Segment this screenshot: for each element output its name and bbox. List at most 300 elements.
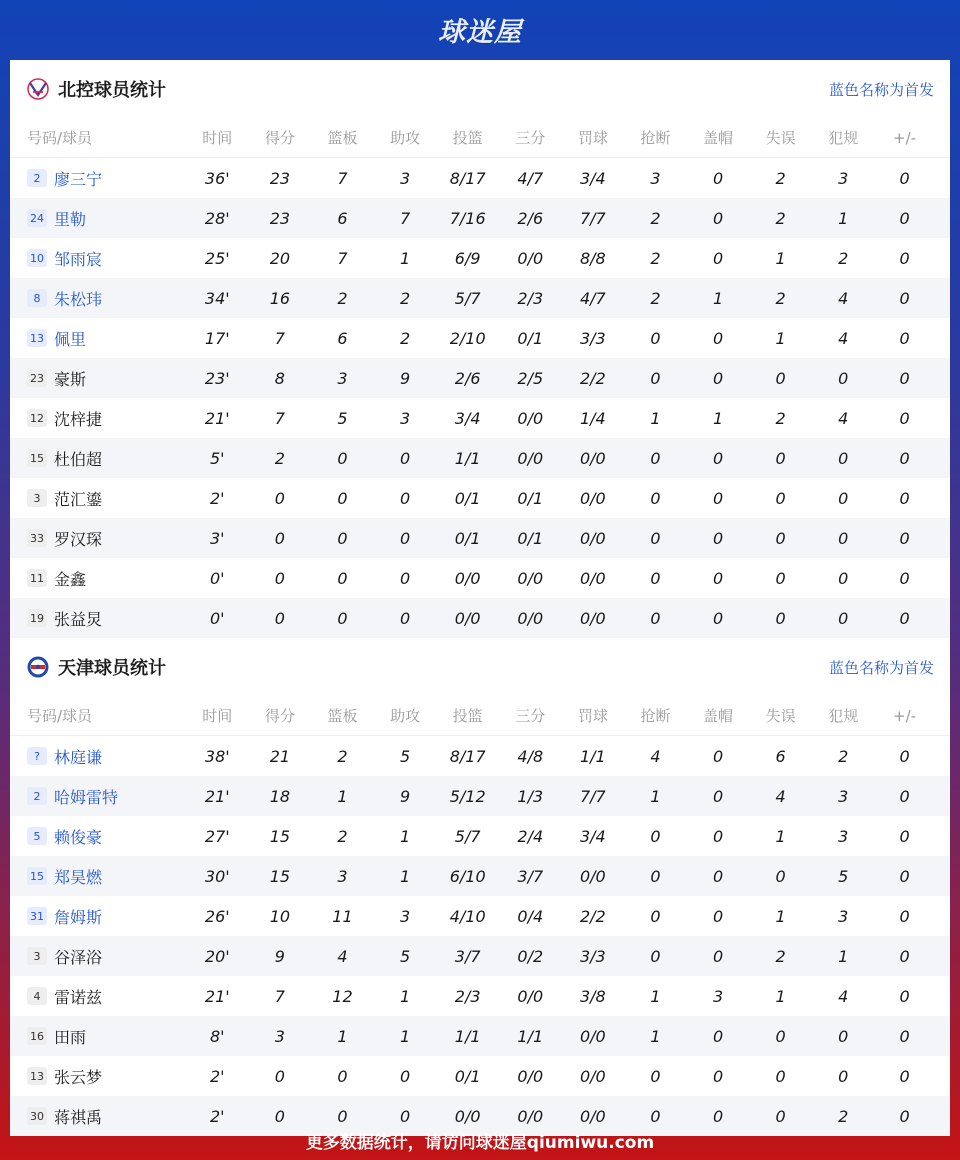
stat-cell: 0 <box>899 288 910 308</box>
jersey-number-badge: 2 <box>27 169 47 187</box>
player-name[interactable]: 豪斯 <box>54 369 87 389</box>
stat-cell: 2 <box>838 248 849 268</box>
stat-cell: 8/17 <box>449 746 486 766</box>
stat-cell: 8 <box>274 368 285 388</box>
stat-cell: 0 <box>712 1066 724 1086</box>
stat-cell: 23' <box>204 368 230 388</box>
stat-cell: 0 <box>775 368 786 388</box>
stat-cell: 3 <box>838 786 849 806</box>
stat-cell: 8' <box>210 1026 225 1046</box>
column-header: 得分 <box>264 129 295 147</box>
stat-cell: 2/2 <box>579 906 606 926</box>
stat-cell: 1 <box>712 408 724 428</box>
stat-cell: 0 <box>399 528 411 548</box>
stat-cell: 2' <box>210 488 225 508</box>
column-header: 三分 <box>515 707 546 725</box>
team-title-wrap <box>26 76 166 102</box>
stat-cell: 4 <box>838 328 849 348</box>
stat-cell: 0/0 <box>517 568 544 588</box>
stat-cell: 0 <box>712 168 724 188</box>
table-row[interactable] <box>10 936 950 976</box>
table-row[interactable] <box>10 198 950 238</box>
stat-cell: 0 <box>337 528 348 548</box>
tianjin-logo-icon <box>26 655 50 679</box>
jersey-number-badge: 13 <box>27 329 47 347</box>
stat-cell: 4/7 <box>517 168 544 188</box>
column-header: 投篮 <box>452 129 483 147</box>
stat-cell: 3/3 <box>579 946 606 966</box>
footer-bar[interactable] <box>0 1120 960 1160</box>
stat-cell: 3 <box>838 168 849 188</box>
column-header: 盖帽 <box>703 707 734 725</box>
stat-cell: 2/2 <box>579 368 606 388</box>
stat-cell: 3' <box>210 528 225 548</box>
player-cell[interactable] <box>10 945 186 968</box>
table-row[interactable] <box>10 238 950 278</box>
stat-cell: 0 <box>337 1106 348 1126</box>
stat-cell: 0 <box>838 488 849 508</box>
stat-cell: 0 <box>712 248 724 268</box>
stat-cell: 1 <box>775 986 786 1006</box>
stat-cell: 0 <box>775 528 786 548</box>
stat-cell: 0 <box>650 1066 661 1086</box>
stat-cell: 0 <box>337 448 348 468</box>
player-name[interactable]: 张益炅 <box>54 609 103 629</box>
stat-cell: 8/8 <box>579 248 606 268</box>
stat-cell: 0 <box>775 1066 786 1086</box>
stat-cell: 23 <box>269 168 291 188</box>
stat-cell: 1 <box>399 826 411 846</box>
stat-cell: 0 <box>899 488 910 508</box>
player-cell[interactable] <box>10 567 186 590</box>
stat-cell: 11 <box>332 906 353 926</box>
beikong-logo-icon <box>26 77 50 101</box>
player-name[interactable]: 杜伯超 <box>54 449 103 469</box>
table-row[interactable] <box>10 1016 950 1056</box>
player-name[interactable]: 雷诺兹 <box>54 987 103 1007</box>
player-cell[interactable] <box>10 167 186 190</box>
stat-cell: 3 <box>274 1026 285 1046</box>
stat-cell: 1 <box>399 866 411 886</box>
stat-cell: 0 <box>899 168 910 188</box>
jersey-number-badge: 31 <box>27 907 47 925</box>
starter-note: 蓝色名称为首发 <box>828 80 934 99</box>
stat-cell: 4 <box>838 408 849 428</box>
stat-cell: 0 <box>712 448 724 468</box>
stat-cell: 0 <box>712 946 724 966</box>
stat-cell: 0' <box>210 608 225 628</box>
player-cell[interactable] <box>10 905 186 928</box>
stat-cell: 7 <box>274 408 285 428</box>
player-name[interactable]: 詹姆斯 <box>54 907 103 927</box>
table-row[interactable] <box>10 976 950 1016</box>
stat-cell: 7/16 <box>449 208 486 228</box>
player-name[interactable]: 罗汉琛 <box>54 529 103 549</box>
player-name[interactable]: 林庭谦 <box>54 747 103 767</box>
table-row[interactable] <box>10 318 950 358</box>
stat-cell: 15 <box>269 826 291 846</box>
stat-cell: 0 <box>650 608 661 628</box>
stat-cell: 0 <box>899 568 910 588</box>
jersey-number-badge: 15 <box>27 867 47 885</box>
stat-cell: 0 <box>899 826 910 846</box>
stat-cell: 2/3 <box>517 288 544 308</box>
player-name[interactable]: 郑昊燃 <box>54 867 103 887</box>
stat-cell: 1 <box>775 826 786 846</box>
stat-cell: 1 <box>399 248 411 268</box>
jersey-number-badge: 19 <box>27 609 47 627</box>
player-name[interactable]: 金鑫 <box>54 569 87 589</box>
stat-cell: 10 <box>269 906 291 926</box>
player-name[interactable]: 里勒 <box>54 209 87 229</box>
stat-cell: 0 <box>274 608 285 628</box>
column-header: 罚球 <box>577 129 608 147</box>
table-row[interactable] <box>10 438 950 478</box>
stat-cell: 0 <box>899 986 910 1006</box>
stat-cell: 0/1 <box>454 1066 481 1086</box>
stat-cell: 0 <box>650 1106 661 1126</box>
stat-cell: 2/6 <box>454 368 481 388</box>
stat-cell: 6 <box>337 328 348 348</box>
player-cell[interactable] <box>10 1065 186 1088</box>
player-cell[interactable] <box>10 287 186 310</box>
stat-cell: 2/10 <box>449 328 486 348</box>
stats-panel <box>10 60 950 1127</box>
table-row[interactable] <box>10 518 950 558</box>
team-title: 北控球员统计 <box>58 80 166 101</box>
stat-cell: 3 <box>838 826 849 846</box>
stat-cell: 4/7 <box>579 288 606 308</box>
stat-cell: 3 <box>337 368 348 388</box>
stat-cell: 0 <box>399 608 411 628</box>
stat-cell: 0/0 <box>517 1066 544 1086</box>
stat-cell: 1/1 <box>579 746 606 766</box>
stat-cell: 5/12 <box>449 786 486 806</box>
stat-cell: 0 <box>650 568 661 588</box>
table-row[interactable] <box>10 158 950 198</box>
table-row[interactable] <box>10 478 950 518</box>
stat-cell: 9 <box>399 786 411 806</box>
stat-cell: 0 <box>838 448 849 468</box>
stat-cell: 0 <box>650 866 661 886</box>
stat-cell: 0 <box>899 906 910 926</box>
stat-cell: 2 <box>838 1106 849 1126</box>
stat-cell: 0 <box>775 1106 786 1126</box>
player-cell[interactable] <box>10 367 186 390</box>
stat-cell: 3/7 <box>517 866 544 886</box>
stat-cell: 4/8 <box>517 746 544 766</box>
stat-cell: 2' <box>210 1066 225 1086</box>
stat-cell: 6 <box>775 746 786 766</box>
stat-cell: 0/0 <box>579 1106 606 1126</box>
team-section <box>10 638 950 1136</box>
stat-cell: 0 <box>337 568 348 588</box>
stat-cell: 1 <box>337 1026 348 1046</box>
player-cell[interactable] <box>10 407 186 430</box>
player-name[interactable]: 谷泽浴 <box>54 947 103 967</box>
stat-cell: 38' <box>204 746 230 766</box>
stat-cell: 17' <box>204 328 230 348</box>
stat-cell: 8/17 <box>449 168 486 188</box>
stat-cell: 0/1 <box>517 528 544 548</box>
stat-cell: 5 <box>399 946 411 966</box>
stat-cell: 20' <box>204 946 230 966</box>
table-row[interactable] <box>10 598 950 638</box>
stat-cell: 2 <box>775 168 786 188</box>
stat-cell: 3/8 <box>579 986 606 1006</box>
team-header <box>10 638 950 696</box>
stat-cell: 0/0 <box>517 248 544 268</box>
player-cell[interactable] <box>10 247 186 270</box>
stat-cell: 2 <box>838 746 849 766</box>
stat-cell: 5 <box>399 746 411 766</box>
stat-cell: 1 <box>775 906 786 926</box>
stat-cell: 0 <box>337 608 348 628</box>
stat-cell: 3 <box>399 408 411 428</box>
jersey-number-badge: 2 <box>27 787 47 805</box>
jersey-number-badge: 11 <box>27 569 47 587</box>
stat-cell: 1 <box>838 946 849 966</box>
player-name[interactable]: 范汇鎏 <box>54 489 103 509</box>
stat-cell: 1 <box>775 248 786 268</box>
table-row[interactable] <box>10 398 950 438</box>
jersey-number-badge: 8 <box>27 289 47 307</box>
stat-cell: 0/1 <box>517 488 544 508</box>
table-row[interactable] <box>10 278 950 318</box>
stat-cell: 2 <box>775 408 786 428</box>
column-header: 号码/球员 <box>27 129 93 147</box>
table-row[interactable] <box>10 896 950 936</box>
player-cell[interactable] <box>10 487 186 510</box>
stat-cell: 7 <box>274 328 285 348</box>
stat-cell: 0 <box>712 786 724 806</box>
stat-cell: 0 <box>712 826 724 846</box>
stat-cell: 7/7 <box>579 786 606 806</box>
stat-cell: 21' <box>204 786 230 806</box>
stat-cell: 0 <box>712 528 724 548</box>
stat-cell: 6/9 <box>454 248 481 268</box>
stat-cell: 1/4 <box>579 408 606 428</box>
stat-cell: 0 <box>337 1066 348 1086</box>
stat-cell: 26' <box>204 906 230 926</box>
table-header-row <box>10 118 950 158</box>
starter-note: 蓝色名称为首发 <box>828 658 934 677</box>
stat-cell: 0 <box>899 1026 910 1046</box>
stat-cell: 3 <box>712 986 724 1006</box>
team-header <box>10 60 950 118</box>
stat-cell: 0/0 <box>579 608 606 628</box>
stat-cell: 0/0 <box>579 866 606 886</box>
player-cell[interactable] <box>10 607 186 630</box>
stat-cell: 25' <box>204 248 230 268</box>
footer-link[interactable]: 更多数据统计，请访问球迷屋qiumiwu.com <box>305 1132 655 1153</box>
player-cell[interactable] <box>10 447 186 470</box>
stat-cell: 0 <box>899 328 910 348</box>
stat-cell: 0/1 <box>454 528 481 548</box>
stat-cell: 0/1 <box>517 328 544 348</box>
stat-cell: 21' <box>204 408 230 428</box>
player-cell[interactable] <box>10 327 186 350</box>
stat-cell: 1/1 <box>454 448 481 468</box>
table-row[interactable] <box>10 736 950 776</box>
stat-cell: 34' <box>204 288 230 308</box>
stat-cell: 9 <box>399 368 411 388</box>
stat-cell: 0 <box>712 208 724 228</box>
stat-cell: 0 <box>650 906 661 926</box>
jersey-number-badge: ? <box>27 747 47 765</box>
stat-cell: 1 <box>399 1026 411 1046</box>
stat-cell: 0 <box>712 1026 724 1046</box>
player-name[interactable]: 哈姆雷特 <box>54 787 119 807</box>
player-name[interactable]: 沈梓捷 <box>54 409 103 429</box>
jersey-number-badge: 13 <box>27 1067 47 1085</box>
stat-cell: 0 <box>899 368 910 388</box>
stat-cell: 0/0 <box>579 1026 606 1046</box>
stat-cell: 0 <box>899 786 910 806</box>
stat-cell: 5 <box>838 866 849 886</box>
table-row[interactable] <box>10 558 950 598</box>
column-header: 抢断 <box>640 129 671 147</box>
stat-cell: 3/4 <box>454 408 481 428</box>
stat-cell: 0/0 <box>517 608 544 628</box>
stat-cell: 2 <box>775 208 786 228</box>
stat-cell: 0 <box>650 368 661 388</box>
stat-cell: 2 <box>274 448 285 468</box>
stat-cell: 3 <box>399 168 411 188</box>
stat-cell: 2 <box>775 946 786 966</box>
team-title: 天津球员统计 <box>58 658 166 679</box>
player-cell[interactable] <box>10 825 186 848</box>
stat-cell: 1/3 <box>517 786 544 806</box>
player-name[interactable]: 田雨 <box>54 1027 87 1047</box>
stat-cell: 0 <box>838 608 849 628</box>
column-header: 时间 <box>202 707 233 725</box>
stat-cell: 9 <box>274 946 285 966</box>
stat-cell: 12 <box>332 986 353 1006</box>
table-row[interactable] <box>10 358 950 398</box>
stat-cell: 2 <box>399 288 411 308</box>
player-name[interactable]: 佩里 <box>54 329 87 349</box>
column-header: 犯规 <box>828 129 859 147</box>
player-name[interactable]: 廖三宁 <box>54 169 103 189</box>
stat-cell: 0 <box>650 946 661 966</box>
player-name[interactable]: 张云梦 <box>54 1067 103 1087</box>
player-cell[interactable] <box>10 1025 186 1048</box>
stat-cell: 0 <box>712 866 724 886</box>
column-header: 三分 <box>515 129 546 147</box>
stat-cell: 0/4 <box>517 906 544 926</box>
stat-cell: 7 <box>399 208 411 228</box>
stat-cell: 1 <box>399 986 411 1006</box>
player-cell[interactable] <box>10 527 186 550</box>
jersey-number-badge: 23 <box>27 369 47 387</box>
stat-cell: 0 <box>712 608 724 628</box>
stat-cell: 3 <box>337 866 348 886</box>
column-header: 得分 <box>264 707 295 725</box>
player-name[interactable]: 蒋祺禹 <box>54 1107 103 1127</box>
stat-cell: 0 <box>712 1106 724 1126</box>
stat-cell: 21 <box>269 746 291 766</box>
stat-cell: 0 <box>899 408 910 428</box>
stat-cell: 2/5 <box>517 368 544 388</box>
stat-cell: 0/0 <box>454 1106 481 1126</box>
table-header-row <box>10 696 950 736</box>
stat-cell: 0 <box>399 488 411 508</box>
stat-cell: 3 <box>838 906 849 926</box>
stat-cell: 0 <box>274 528 285 548</box>
stat-cell: 1/1 <box>454 1026 481 1046</box>
stat-cell: 0/0 <box>517 448 544 468</box>
jersey-number-badge: 4 <box>27 987 47 1005</box>
stat-cell: 0 <box>399 568 411 588</box>
player-name[interactable]: 赖俊豪 <box>54 827 103 847</box>
stat-cell: 2/3 <box>454 986 481 1006</box>
stat-cell: 21' <box>204 986 230 1006</box>
stat-cell: 0/2 <box>517 946 544 966</box>
jersey-number-badge: 10 <box>27 249 47 267</box>
player-cell[interactable] <box>10 985 186 1008</box>
stat-cell: 0 <box>775 608 786 628</box>
stat-cell: 0 <box>274 488 285 508</box>
stat-cell: 1 <box>712 288 724 308</box>
jersey-number-badge: 30 <box>27 1107 47 1125</box>
column-header: 失误 <box>765 707 796 725</box>
player-name[interactable]: 朱松玮 <box>54 289 103 309</box>
player-name[interactable]: 邹雨宸 <box>54 249 103 269</box>
jersey-number-badge: 3 <box>27 947 47 965</box>
stat-cell: 28' <box>204 208 230 228</box>
stat-cell: 1/1 <box>517 1026 544 1046</box>
column-header: +/- <box>893 128 917 147</box>
stat-cell: 6/10 <box>449 866 486 886</box>
player-cell[interactable] <box>10 745 186 768</box>
table-row[interactable] <box>10 856 950 896</box>
stat-cell: 3/4 <box>579 168 606 188</box>
jersey-number-badge: 5 <box>27 827 47 845</box>
stat-cell: 0/0 <box>579 448 606 468</box>
stat-cell: 3/7 <box>454 946 481 966</box>
player-cell[interactable] <box>10 207 186 230</box>
table-row[interactable] <box>10 1056 950 1096</box>
table-row[interactable] <box>10 816 950 856</box>
column-header: 时间 <box>202 129 233 147</box>
stat-cell: 0 <box>838 1026 849 1046</box>
stat-cell: 2 <box>399 328 411 348</box>
stat-cell: 0/0 <box>579 1066 606 1086</box>
stat-cell: 0 <box>650 528 661 548</box>
player-cell[interactable] <box>10 785 186 808</box>
column-header: 失误 <box>765 129 796 147</box>
stat-cell: 3/3 <box>579 328 606 348</box>
stat-cell: 0 <box>899 448 910 468</box>
stat-cell: 0 <box>775 488 786 508</box>
column-header: 助攻 <box>390 129 421 147</box>
stat-cell: 0 <box>899 608 910 628</box>
stat-cell: 5/7 <box>454 288 481 308</box>
stat-cell: 0 <box>899 528 910 548</box>
stat-cell: 5/7 <box>454 826 481 846</box>
stat-cell: 0 <box>899 866 910 886</box>
stat-cell: 0/0 <box>517 1106 544 1126</box>
stat-cell: 20 <box>269 248 291 268</box>
jersey-number-badge: 15 <box>27 449 47 467</box>
stat-cell: 27' <box>204 826 230 846</box>
jersey-number-badge: 16 <box>27 1027 47 1045</box>
table-row[interactable] <box>10 776 950 816</box>
column-header: 篮板 <box>327 707 358 725</box>
player-cell[interactable] <box>10 865 186 888</box>
stat-cell: 0 <box>899 248 910 268</box>
